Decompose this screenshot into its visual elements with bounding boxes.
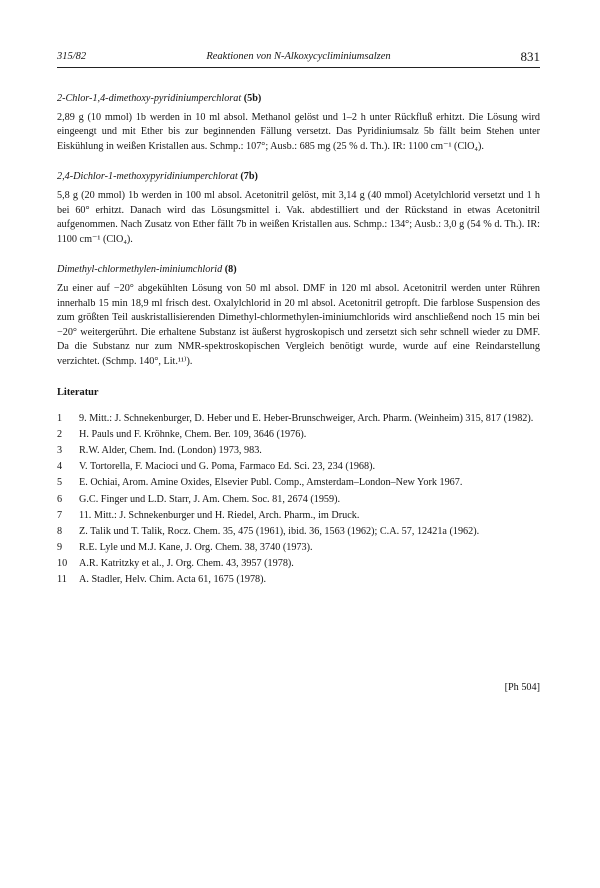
reference-item	[57, 573, 540, 588]
reference-number: 1	[57, 413, 63, 425]
section-7b	[57, 170, 540, 247]
section-heading	[57, 263, 540, 278]
reference-text: V. Tortorella, F. Macioci und G. Poma, Farmaco Ed. Sci. 23, 234 (1968).	[79, 461, 376, 473]
reference-item	[57, 541, 540, 556]
reference-number: 5	[57, 477, 63, 489]
reference-number: 9	[57, 541, 63, 553]
section-8	[57, 263, 540, 369]
reference-item	[57, 525, 540, 540]
section-text: Zu einer auf −20° abgekühlten Lösung von 50 ml absol. DMF in 120 ml absol. Acetonitril werden unter Rühren innerhalb 15 min 18,9 ml frisch dest. Oxalylchlorid in 20 ml absol. Acetonitril getropft. Die farblose Suspension des zum größten Teil auskristallisierenden Dimethyl-chlormethylen-iminiumchlorids wird anschließend noch 15 min bei −20° weitergerührt. Die erhaltene Substanz ist äußerst hygroskopisch und zersetzt sich sehr schnell wieder zu DMF. Da die Substanz nur zum NMR-spektroskopischen Vergleich benötigt wurde, wurde auf eine Reindarstellung verzichtet. (Schmp. 140°, Lit.¹¹⁾).	[57, 282, 540, 367]
reference-text: Z. Talik und T. Talik, Rocz. Chem. 35, 475 (1961), ibid. 36, 1563 (1962); C.A. 57, 12421a (1962).	[79, 525, 480, 537]
reference-text: E. Ochiai, Arom. Amine Oxides, Elsevier Publ. Comp., Amsterdam–London–New York 1967.	[79, 477, 463, 489]
section-title: Dimethyl-chlormethylen-iminiumchlorid	[57, 264, 223, 276]
reference-text: R.E. Lyle und M.J. Kane, J. Org. Chem. 38, 3740 (1973).	[79, 541, 313, 553]
section-title: 2-Chlor-1,4-dimethoxy-pyridiniumperchlorat	[57, 93, 242, 104]
reference-number: 8	[57, 525, 63, 537]
reference-text: R.W. Alder, Chem. Ind. (London) 1973, 983.	[79, 445, 262, 457]
reference-item	[57, 428, 540, 443]
page-number: 831	[520, 49, 540, 65]
reference-text: 11. Mitt.: J. Schnekenburger und H. Riedel, Arch. Pharm., im Druck.	[79, 509, 360, 521]
running-title: Reaktionen von N-Alkoxycycliminiumsalzen	[206, 51, 391, 63]
running-header	[57, 50, 540, 68]
reference-text: A.R. Katritzky et al., J. Org. Chem. 43, 3957 (1978).	[79, 557, 294, 569]
reference-list	[57, 412, 540, 588]
compound-label: (8)	[224, 264, 237, 276]
reference-item	[57, 444, 540, 459]
section-text: 5,8 g (20 mmol) 1b werden in 100 ml absol. Acetonitril gelöst, mit 3,14 g (40 mmol) Acetylchlorid versetzt und 1 h bei 60° erhitzt. Danach wird das Lösungsmittel i. Vak. abdestilliert und der Rückstand in etwas Acetonitril aufgenommen. Nach Zusatz von Ether fällt 7b in weißen Kristallen aus. Schmp.: 134°; Ausb.: 3,0 g (54 % d. Th.). IR: 1100 cm⁻¹ (ClO₄).	[57, 189, 540, 245]
reference-item	[57, 476, 540, 491]
reference-number: 10	[57, 557, 68, 569]
reference-text: G.C. Finger und L.D. Starr, J. Am. Chem. Soc. 81, 2674 (1959).	[79, 493, 341, 505]
reference-item	[57, 493, 540, 508]
literature-heading: Literatur	[57, 386, 99, 398]
section-heading	[57, 92, 540, 107]
section-title: 2,4-Dichlor-1-methoxypyridiniumperchlorat	[57, 171, 238, 183]
reference-number: 2	[57, 429, 63, 441]
reference-text: H. Pauls und F. Kröhnke, Chem. Ber. 109, 3646 (1976).	[79, 429, 307, 441]
section-heading	[57, 170, 540, 185]
journal-issue: 315/82	[57, 51, 87, 63]
reference-text: 9. Mitt.: J. Schnekenburger, D. Heber und E. Heber-Brunschweiger, Arch. Pharm. (Weinheim) 315, 817 (1982).	[79, 413, 534, 425]
compound-label: (7b)	[240, 171, 258, 183]
reference-number: 11	[57, 574, 67, 586]
reference-number: 4	[57, 461, 63, 473]
reference-number: 6	[57, 493, 63, 505]
reference-number: 7	[57, 509, 63, 521]
section-text: 2,89 g (10 mmol) 1b werden in 10 ml absol. Methanol gelöst und 1–2 h unter Rückfluß erhitzt. Die Lösung wird eingeengt und mit Ether bis zur beginnenden Fällung versetzt. Das Pyridiniumsalz 5b fällt beim Stehen unter Eiskühlung in weißen Kristallen aus. Schmp.: 107°; Ausb.: 685 mg (25 % d. Th.). IR: 1100 cm⁻¹ (ClO₄).	[57, 111, 540, 152]
reference-item	[57, 509, 540, 524]
header-rule	[57, 67, 540, 68]
reference-text: A. Stadler, Helv. Chim. Acta 61, 1675 (1978).	[79, 574, 267, 586]
reference-number: 3	[57, 445, 63, 457]
reference-item	[57, 412, 540, 427]
reference-item	[57, 557, 540, 572]
article-signature: [Ph 504]	[504, 682, 540, 693]
reference-item	[57, 460, 540, 475]
section-5b	[57, 92, 540, 154]
compound-label: (5b)	[243, 93, 262, 104]
article-body	[57, 92, 540, 589]
